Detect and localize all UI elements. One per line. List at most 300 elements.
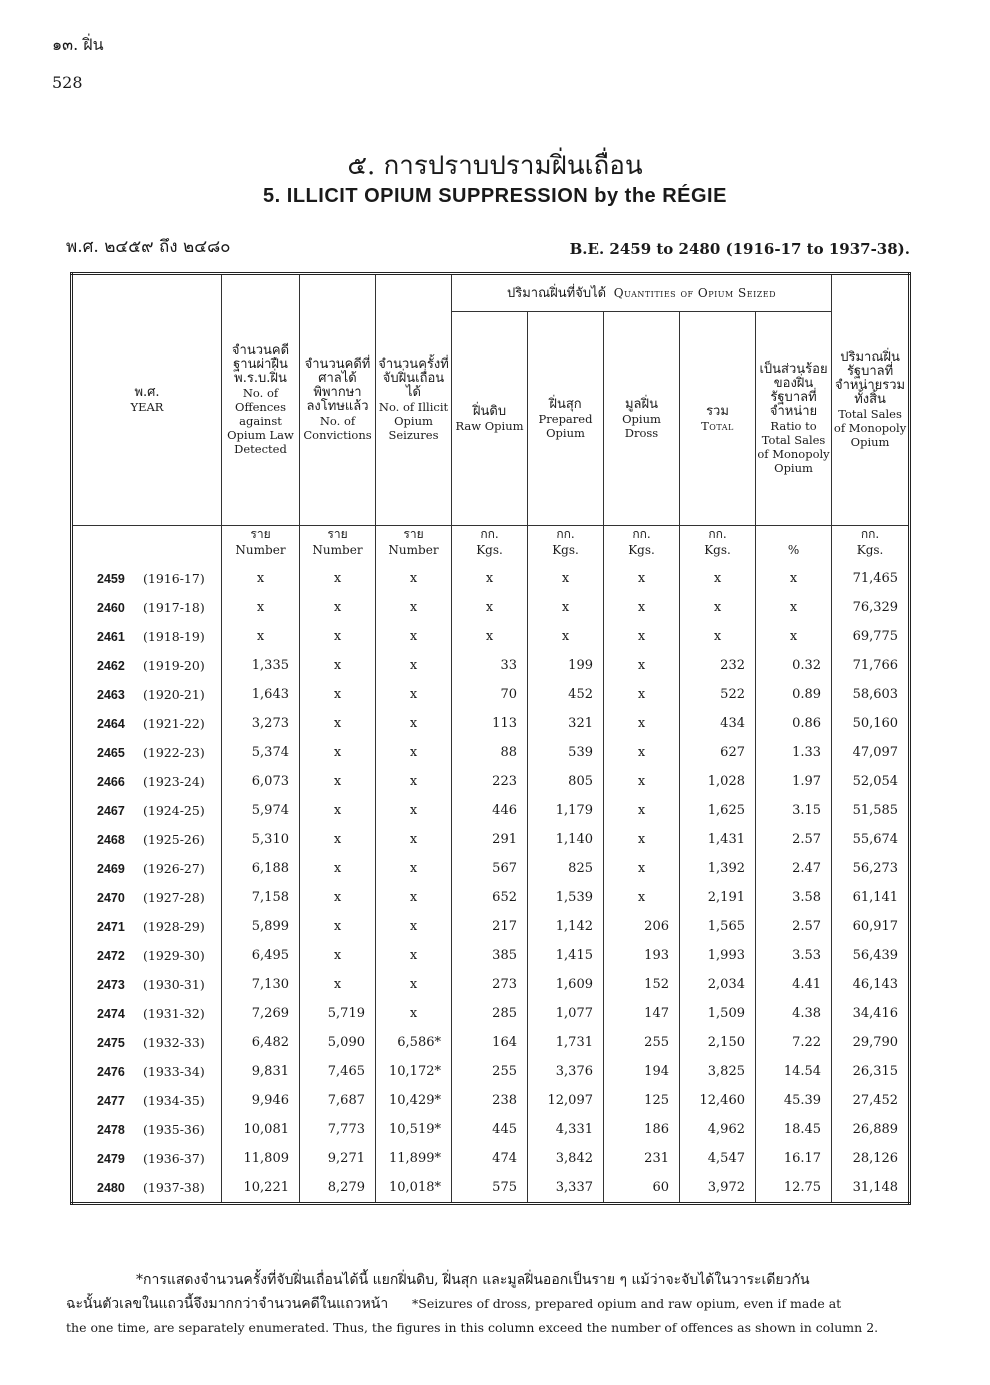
table-cell: 3,337 bbox=[528, 1173, 604, 1204]
table-row bbox=[72, 1057, 910, 1086]
table-cell: 88 bbox=[452, 738, 528, 767]
table-cell: x bbox=[376, 593, 452, 622]
year-ce: (1922-23) bbox=[143, 744, 205, 760]
table-cell: x bbox=[222, 593, 300, 622]
year-ce: (1917-18) bbox=[143, 599, 205, 615]
table-cell: 28,126 bbox=[832, 1144, 910, 1173]
table-cell: x bbox=[300, 622, 376, 651]
table-cell: 652 bbox=[452, 883, 528, 912]
table-cell: 69,775 bbox=[832, 622, 910, 651]
year-ce: (1934-35) bbox=[143, 1092, 205, 1108]
table-cell: 199 bbox=[528, 651, 604, 680]
table-cell: 539 bbox=[528, 738, 604, 767]
table-cell: 1,142 bbox=[528, 912, 604, 941]
table-cell: x bbox=[376, 999, 452, 1028]
table-row bbox=[72, 1173, 910, 1204]
table-cell: x bbox=[376, 912, 452, 941]
table-cell: 1,565 bbox=[680, 912, 756, 941]
table-cell: x bbox=[604, 825, 680, 854]
table-cell: 152 bbox=[604, 970, 680, 999]
table-body bbox=[72, 526, 910, 1204]
table-cell: 52,054 bbox=[832, 767, 910, 796]
table-cell: 10,519* bbox=[376, 1115, 452, 1144]
table-row bbox=[72, 622, 910, 651]
table-cell: x bbox=[376, 767, 452, 796]
table-cell: 1,625 bbox=[680, 796, 756, 825]
year-cell bbox=[72, 680, 222, 709]
table-cell: 5,374 bbox=[222, 738, 300, 767]
table-cell: x bbox=[528, 564, 604, 593]
table-cell: x bbox=[300, 709, 376, 738]
table-cell: x bbox=[604, 564, 680, 593]
unit-cell: ราย Number bbox=[376, 526, 452, 565]
table-cell: 255 bbox=[452, 1057, 528, 1086]
table-cell: 45.39 bbox=[756, 1086, 832, 1115]
year-ce: (1927-28) bbox=[143, 889, 205, 905]
table-cell: 7,269 bbox=[222, 999, 300, 1028]
table-cell: x bbox=[528, 622, 604, 651]
col-header-prepared: ฝิ่นสุก Prepared Opium bbox=[528, 312, 604, 526]
year-ce: (1925-26) bbox=[143, 831, 205, 847]
table-cell: 1,431 bbox=[680, 825, 756, 854]
table-cell: x bbox=[604, 651, 680, 680]
table-cell: 3.53 bbox=[756, 941, 832, 970]
table-cell: 10,018* bbox=[376, 1173, 452, 1204]
table-cell: 627 bbox=[680, 738, 756, 767]
table-cell: x bbox=[452, 593, 528, 622]
table-cell: 445 bbox=[452, 1115, 528, 1144]
year-cell bbox=[72, 883, 222, 912]
year-be: 2466 bbox=[97, 774, 125, 789]
year-be: 2467 bbox=[97, 803, 125, 818]
table-row bbox=[72, 970, 910, 999]
table-cell: 223 bbox=[452, 767, 528, 796]
footnote-english-line2: the one time, are separately enumerated. Thus, the figures in this column exceed the number of offences as shown in column 2. bbox=[66, 1320, 879, 1335]
year-be: 2479 bbox=[97, 1151, 125, 1166]
table-cell: 1,509 bbox=[680, 999, 756, 1028]
year-ce: (1935-36) bbox=[143, 1121, 205, 1137]
table-cell: 11,899* bbox=[376, 1144, 452, 1173]
unit-cell: กก. Kgs. bbox=[452, 526, 528, 565]
table-cell: x bbox=[604, 883, 680, 912]
table-cell: x bbox=[376, 970, 452, 999]
unit-cell: ราย Number bbox=[300, 526, 376, 565]
year-be: 2477 bbox=[97, 1093, 125, 1108]
table-cell: 26,315 bbox=[832, 1057, 910, 1086]
table-cell: x bbox=[300, 796, 376, 825]
year-be: 2475 bbox=[97, 1035, 125, 1050]
year-cell bbox=[72, 1144, 222, 1173]
table-cell: 70 bbox=[452, 680, 528, 709]
unit-cell: กก. Kgs. bbox=[832, 526, 910, 565]
unit-cell: กก. Kgs. bbox=[604, 526, 680, 565]
table-cell: 113 bbox=[452, 709, 528, 738]
year-be: 2459 bbox=[97, 571, 125, 586]
unit-cell-blank bbox=[72, 526, 222, 565]
period-english: B.E. 2459 to 2480 (1916-17 to 1937-38). bbox=[569, 240, 910, 258]
table-cell: x bbox=[300, 651, 376, 680]
table-cell: 5,090 bbox=[300, 1028, 376, 1057]
table-cell: 1,392 bbox=[680, 854, 756, 883]
table-row bbox=[72, 709, 910, 738]
table-cell: 206 bbox=[604, 912, 680, 941]
footnote-english-line1: *Seizures of dross, prepared opium and raw opium, even if made at bbox=[412, 1296, 842, 1311]
table-cell: 61,141 bbox=[832, 883, 910, 912]
table-cell: 1,731 bbox=[528, 1028, 604, 1057]
year-ce: (1933-34) bbox=[143, 1063, 205, 1079]
table-cell: 56,273 bbox=[832, 854, 910, 883]
table-cell: 1,415 bbox=[528, 941, 604, 970]
table-row bbox=[72, 883, 910, 912]
year-cell bbox=[72, 593, 222, 622]
table-cell: x bbox=[680, 622, 756, 651]
table-cell: 7,130 bbox=[222, 970, 300, 999]
year-cell bbox=[72, 767, 222, 796]
col-header-seizures: จำนวนครั้งที่จับฝิ่นเถื่อนได้ No. of Illicit Opium Seizures bbox=[376, 274, 452, 526]
table-cell: 51,585 bbox=[832, 796, 910, 825]
table-cell: 1,140 bbox=[528, 825, 604, 854]
year-ce: (1923-24) bbox=[143, 773, 205, 789]
table-row bbox=[72, 651, 910, 680]
table-cell: 805 bbox=[528, 767, 604, 796]
year-ce: (1921-22) bbox=[143, 715, 205, 731]
table-cell: 273 bbox=[452, 970, 528, 999]
table-cell: 186 bbox=[604, 1115, 680, 1144]
year-be: 2476 bbox=[97, 1064, 125, 1079]
year-be: 2463 bbox=[97, 687, 125, 702]
table-row bbox=[72, 941, 910, 970]
table-cell: 2,191 bbox=[680, 883, 756, 912]
year-cell bbox=[72, 738, 222, 767]
table-cell: 231 bbox=[604, 1144, 680, 1173]
unit-cell: กก. Kgs. bbox=[680, 526, 756, 565]
year-cell bbox=[72, 651, 222, 680]
table-cell: x bbox=[604, 680, 680, 709]
table-cell: 291 bbox=[452, 825, 528, 854]
table-cell: 3,972 bbox=[680, 1173, 756, 1204]
year-ce: (1916-17) bbox=[143, 570, 205, 586]
table-cell: 12,097 bbox=[528, 1086, 604, 1115]
table-cell: 29,790 bbox=[832, 1028, 910, 1057]
table-cell: 1.97 bbox=[756, 767, 832, 796]
table-cell: x bbox=[300, 854, 376, 883]
table-cell: 9,946 bbox=[222, 1086, 300, 1115]
year-cell bbox=[72, 709, 222, 738]
table-cell: 7,158 bbox=[222, 883, 300, 912]
table-cell: x bbox=[376, 651, 452, 680]
year-be: 2468 bbox=[97, 832, 125, 847]
table-row bbox=[72, 593, 910, 622]
table-cell: 1,335 bbox=[222, 651, 300, 680]
table-cell: 164 bbox=[452, 1028, 528, 1057]
footnote-thai-line1: *การแสดงจำนวนครั้งที่จับฝิ่นเถื่อนได้นี้ แยกฝิ่นดิบ, ฝิ่นสุก และมูลฝิ่นออกเป็นราย ๆ แม้ว่าจะจับได้ในวาระเดียวกัน bbox=[136, 1272, 810, 1288]
table-cell: x bbox=[300, 970, 376, 999]
table-cell: 2,034 bbox=[680, 970, 756, 999]
table-cell: x bbox=[300, 593, 376, 622]
table-cell: x bbox=[680, 593, 756, 622]
table-cell: 1,179 bbox=[528, 796, 604, 825]
table-cell: x bbox=[604, 854, 680, 883]
table-cell: 1,609 bbox=[528, 970, 604, 999]
table-cell: 3,273 bbox=[222, 709, 300, 738]
opium-suppression-table bbox=[70, 272, 911, 1205]
table-row bbox=[72, 564, 910, 593]
year-ce: (1926-27) bbox=[143, 860, 205, 876]
table-cell: 1,539 bbox=[528, 883, 604, 912]
year-ce: (1932-33) bbox=[143, 1034, 205, 1050]
table-row bbox=[72, 1144, 910, 1173]
table-cell: 193 bbox=[604, 941, 680, 970]
year-ce: (1929-30) bbox=[143, 947, 205, 963]
table-cell: x bbox=[376, 825, 452, 854]
table-cell: x bbox=[756, 564, 832, 593]
year-cell bbox=[72, 854, 222, 883]
table-cell: 34,416 bbox=[832, 999, 910, 1028]
table-cell: x bbox=[376, 709, 452, 738]
table-cell: 522 bbox=[680, 680, 756, 709]
table-cell: 6,188 bbox=[222, 854, 300, 883]
table-cell: 385 bbox=[452, 941, 528, 970]
table-cell: x bbox=[300, 767, 376, 796]
table-cell: 321 bbox=[528, 709, 604, 738]
table-cell: x bbox=[300, 941, 376, 970]
table-cell: 4,331 bbox=[528, 1115, 604, 1144]
table-cell: 4.38 bbox=[756, 999, 832, 1028]
year-cell bbox=[72, 999, 222, 1028]
unit-cell: % bbox=[756, 526, 832, 565]
table-cell: 2.47 bbox=[756, 854, 832, 883]
table-cell: 27,452 bbox=[832, 1086, 910, 1115]
table-cell: 147 bbox=[604, 999, 680, 1028]
year-cell bbox=[72, 622, 222, 651]
year-cell bbox=[72, 825, 222, 854]
table-cell: 4,962 bbox=[680, 1115, 756, 1144]
table-cell: 5,974 bbox=[222, 796, 300, 825]
unit-cell: ราย Number bbox=[222, 526, 300, 565]
year-be: 2480 bbox=[97, 1180, 125, 1195]
table-cell: 232 bbox=[680, 651, 756, 680]
table-row bbox=[72, 767, 910, 796]
table-cell: 3,842 bbox=[528, 1144, 604, 1173]
table-cell: x bbox=[756, 622, 832, 651]
year-cell bbox=[72, 796, 222, 825]
table-cell: 1,077 bbox=[528, 999, 604, 1028]
table-cell: 16.17 bbox=[756, 1144, 832, 1173]
table-cell: 18.45 bbox=[756, 1115, 832, 1144]
table-cell: x bbox=[376, 854, 452, 883]
year-cell bbox=[72, 1057, 222, 1086]
table-cell: 5,719 bbox=[300, 999, 376, 1028]
table-cell: 1.33 bbox=[756, 738, 832, 767]
table-cell: 7.22 bbox=[756, 1028, 832, 1057]
table-cell: 4,547 bbox=[680, 1144, 756, 1173]
table-cell: x bbox=[376, 738, 452, 767]
year-ce: (1931-32) bbox=[143, 1005, 205, 1021]
table-cell: 12,460 bbox=[680, 1086, 756, 1115]
year-be: 2474 bbox=[97, 1006, 125, 1021]
year-be: 2478 bbox=[97, 1122, 125, 1137]
table-cell: 567 bbox=[452, 854, 528, 883]
col-header-year: พ.ศ. YEAR bbox=[130, 385, 164, 414]
table-cell: 71,766 bbox=[832, 651, 910, 680]
footnote-thai-line2: ฉะนั้นตัวเลขในแถวนี้จึงมากกว่าจำนวนคดีในแถวหน้า bbox=[66, 1296, 389, 1312]
table-cell: x bbox=[300, 680, 376, 709]
table-cell: x bbox=[376, 941, 452, 970]
units-row bbox=[72, 526, 910, 565]
year-be: 2461 bbox=[97, 629, 125, 644]
table-cell: x bbox=[300, 883, 376, 912]
table-cell: 8,279 bbox=[300, 1173, 376, 1204]
table-cell: x bbox=[604, 796, 680, 825]
year-cell bbox=[72, 1115, 222, 1144]
table-cell: x bbox=[604, 622, 680, 651]
year-cell bbox=[72, 1086, 222, 1115]
year-be: 2462 bbox=[97, 658, 125, 673]
table-cell: x bbox=[300, 738, 376, 767]
col-header-raw: ฝิ่นดิบ Raw Opium bbox=[452, 312, 528, 526]
col-header-quantities-group: ปริมาณฝิ่นที่จับได้ Quantities of Opium Seized bbox=[452, 274, 832, 312]
table-cell: 1,993 bbox=[680, 941, 756, 970]
table-cell: x bbox=[376, 796, 452, 825]
table-cell: 11,809 bbox=[222, 1144, 300, 1173]
table-cell: 434 bbox=[680, 709, 756, 738]
table-cell: 0.32 bbox=[756, 651, 832, 680]
year-be: 2469 bbox=[97, 861, 125, 876]
table-cell: x bbox=[452, 564, 528, 593]
year-ce: (1919-20) bbox=[143, 657, 205, 673]
title-thai: ๕. การปราบปรามฝิ่นเถื่อน bbox=[347, 151, 643, 181]
year-be: 2472 bbox=[97, 948, 125, 963]
table-cell: 12.75 bbox=[756, 1173, 832, 1204]
table-cell: x bbox=[222, 564, 300, 593]
table-row bbox=[72, 680, 910, 709]
table-cell: x bbox=[376, 564, 452, 593]
table-cell: 474 bbox=[452, 1144, 528, 1173]
table-cell: 10,429* bbox=[376, 1086, 452, 1115]
table-cell: x bbox=[604, 593, 680, 622]
table-cell: 10,221 bbox=[222, 1173, 300, 1204]
table-cell: 9,271 bbox=[300, 1144, 376, 1173]
table-cell: 10,081 bbox=[222, 1115, 300, 1144]
col-header-ratio: เป็นส่วนร้อยของฝิ่นรัฐบาลที่จำหน่าย Ratio to Total Sales of Monopoly Opium bbox=[756, 312, 832, 526]
table-cell: 255 bbox=[604, 1028, 680, 1057]
table-cell: x bbox=[376, 680, 452, 709]
table-row bbox=[72, 1115, 910, 1144]
table-row bbox=[72, 912, 910, 941]
table-cell: 446 bbox=[452, 796, 528, 825]
table-cell: 6,073 bbox=[222, 767, 300, 796]
period-thai: พ.ศ. ๒๔๕๙ ถึง ๒๔๘๐ bbox=[66, 237, 231, 257]
table-cell: 5,310 bbox=[222, 825, 300, 854]
table-cell: 71,465 bbox=[832, 564, 910, 593]
table-cell: 285 bbox=[452, 999, 528, 1028]
table-cell: x bbox=[300, 564, 376, 593]
table-cell: x bbox=[300, 825, 376, 854]
table-row bbox=[72, 999, 910, 1028]
table-cell: 7,687 bbox=[300, 1086, 376, 1115]
year-cell bbox=[72, 1173, 222, 1204]
table-cell: 60 bbox=[604, 1173, 680, 1204]
table-cell: 4.41 bbox=[756, 970, 832, 999]
year-be: 2473 bbox=[97, 977, 125, 992]
table-cell: 31,148 bbox=[832, 1173, 910, 1204]
table-cell: 58,603 bbox=[832, 680, 910, 709]
table-cell: 0.86 bbox=[756, 709, 832, 738]
year-ce: (1936-37) bbox=[143, 1150, 205, 1166]
table-cell: 14.54 bbox=[756, 1057, 832, 1086]
table-row bbox=[72, 796, 910, 825]
col-header-dross: มูลฝิ่น Opium Dross bbox=[604, 312, 680, 526]
table-cell: 2.57 bbox=[756, 825, 832, 854]
section-label: ๑๓. ฝิ่น bbox=[52, 35, 104, 54]
table-cell: 9,831 bbox=[222, 1057, 300, 1086]
table-cell: 5,899 bbox=[222, 912, 300, 941]
table-cell: 60,917 bbox=[832, 912, 910, 941]
table-cell: x bbox=[376, 883, 452, 912]
col-header-convictions: จำนวนคดีที่ศาลได้พิพากษาลงโทษแล้ว No. of Convictions bbox=[300, 274, 376, 526]
table-cell: x bbox=[604, 709, 680, 738]
year-be: 2460 bbox=[97, 600, 125, 615]
table-cell: 33 bbox=[452, 651, 528, 680]
year-be: 2470 bbox=[97, 890, 125, 905]
table-cell: 46,143 bbox=[832, 970, 910, 999]
year-ce: (1918-19) bbox=[143, 628, 205, 644]
table-row bbox=[72, 1028, 910, 1057]
table-cell: 6,586* bbox=[376, 1028, 452, 1057]
table-cell: x bbox=[604, 738, 680, 767]
table-cell: 6,495 bbox=[222, 941, 300, 970]
table-cell: 238 bbox=[452, 1086, 528, 1115]
page-header bbox=[52, 34, 104, 94]
unit-cell: กก. Kgs. bbox=[528, 526, 604, 565]
table-row bbox=[72, 1086, 910, 1115]
table-cell: 6,482 bbox=[222, 1028, 300, 1057]
table-cell: x bbox=[604, 767, 680, 796]
year-cell bbox=[72, 564, 222, 593]
table-cell: 1,643 bbox=[222, 680, 300, 709]
year-be: 2471 bbox=[97, 919, 125, 934]
table-cell: 76,329 bbox=[832, 593, 910, 622]
table-cell: 10,172* bbox=[376, 1057, 452, 1086]
year-ce: (1930-31) bbox=[143, 976, 205, 992]
year-cell bbox=[72, 941, 222, 970]
table-cell: x bbox=[680, 564, 756, 593]
table-cell: 0.89 bbox=[756, 680, 832, 709]
col-header-offences: จำนวนคดีฐานผ่าฝืน พ.ร.บ.ฝิ่น No. of Offences against Opium Law Detected bbox=[222, 274, 300, 526]
table-row bbox=[72, 738, 910, 767]
table-cell: x bbox=[222, 622, 300, 651]
table-cell: x bbox=[452, 622, 528, 651]
year-ce: (1920-21) bbox=[143, 686, 205, 702]
table-cell: 194 bbox=[604, 1057, 680, 1086]
table-cell: 452 bbox=[528, 680, 604, 709]
table-cell: 2,150 bbox=[680, 1028, 756, 1057]
table-cell: 3,376 bbox=[528, 1057, 604, 1086]
table-cell: 3.15 bbox=[756, 796, 832, 825]
title-english: 5. ILLICIT OPIUM SUPPRESSION by the RÉGIE bbox=[263, 185, 727, 207]
year-cell bbox=[72, 1028, 222, 1057]
table-cell: 7,465 bbox=[300, 1057, 376, 1086]
table-cell: 7,773 bbox=[300, 1115, 376, 1144]
table-cell: x bbox=[528, 593, 604, 622]
col-header-total: รวม Total bbox=[680, 312, 756, 526]
year-be: 2465 bbox=[97, 745, 125, 760]
table-cell: x bbox=[376, 622, 452, 651]
table-cell: 825 bbox=[528, 854, 604, 883]
table-cell: 2.57 bbox=[756, 912, 832, 941]
year-cell bbox=[72, 970, 222, 999]
year-ce: (1928-29) bbox=[143, 918, 205, 934]
